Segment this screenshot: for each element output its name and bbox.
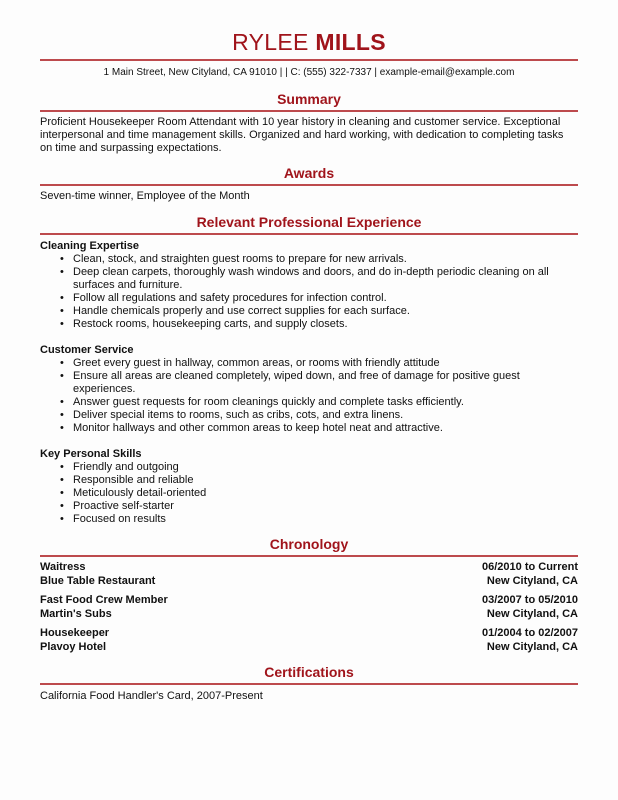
chronology-heading: Chronology	[269, 536, 349, 552]
list-item: • Proactive self-starter	[60, 500, 578, 513]
first-name: RYLEE	[232, 29, 309, 55]
list-item: • Restock rooms, housekeeping carts, and supply closets.	[60, 318, 578, 331]
divider	[40, 59, 578, 61]
job-role: Housekeeper	[40, 627, 110, 639]
certifications-heading: Certifications	[264, 664, 354, 680]
skill-group-title: Customer Service	[40, 344, 134, 356]
bullet-list	[60, 461, 578, 526]
skill-group	[40, 448, 578, 526]
divider	[40, 555, 578, 557]
job-location: New Cityland, CA	[486, 608, 578, 620]
list-item: • Clean, stock, and straighten guest rooms to prepare for new arrivals.	[60, 253, 578, 266]
divider	[40, 184, 578, 186]
job-location: New Cityland, CA	[486, 575, 578, 587]
bullet-list	[60, 253, 578, 331]
contact-info: 1 Main Street, New Cityland, CA 91010 | | C: (555) 322-7337 | example-email@example.com	[103, 67, 515, 78]
candidate-name	[40, 29, 578, 55]
list-item: • Answer guest requests for room cleanings quickly and complete tasks efficiently.	[60, 396, 578, 409]
job-entry	[40, 627, 578, 654]
list-item: • Deliver special items to rooms, such as cribs, cots, and extra linens.	[60, 409, 578, 422]
skill-group-title: Key Personal Skills	[40, 448, 142, 460]
list-item: • Deep clean carpets, thoroughly wash windows and doors, and do in-depth periodic cleaning on all surfaces and furniture.	[60, 266, 578, 292]
summary-text: Proficient Housekeeper Room Attendant with 10 year history in cleaning and customer service. Exceptional interpersonal and time management skills. Organized and hard working, with dedication to completing tasks on time and surpassing expectations.	[40, 116, 564, 154]
job-list	[40, 561, 578, 654]
bullet-list	[60, 357, 578, 435]
job-entry	[40, 561, 578, 588]
job-employer: Plavoy Hotel	[40, 641, 107, 653]
list-item: • Responsible and reliable	[60, 474, 578, 487]
list-item: • Focused on results	[60, 513, 578, 526]
divider	[40, 233, 578, 235]
list-item: • Friendly and outgoing	[60, 461, 578, 474]
list-item: • Greet every guest in hallway, common areas, or rooms with friendly attitude	[60, 357, 578, 370]
job-location: New Cityland, CA	[486, 641, 578, 653]
certifications-text: California Food Handler's Card, 2007-Present	[40, 690, 263, 702]
experience-groups	[40, 240, 578, 526]
list-item: • Ensure all areas are cleaned completely, wiped down, and free of damage for positive guest experiences.	[60, 370, 578, 396]
job-dates: 03/2007 to 05/2010	[481, 594, 578, 606]
summary-heading: Summary	[277, 91, 341, 107]
list-item: • Meticulously detail-oriented	[60, 487, 578, 500]
job-role: Fast Food Crew Member	[40, 594, 168, 606]
last-name: MILLS	[315, 29, 386, 55]
list-item: • Handle chemicals properly and use correct supplies for each surface.	[60, 305, 578, 318]
job-employer: Martin's Subs	[40, 608, 112, 620]
skill-group	[40, 344, 578, 435]
list-item: • Follow all regulations and safety procedures for infection control.	[60, 292, 578, 305]
resume	[40, 0, 578, 703]
list-item: • Monitor hallways and other common areas to keep hotel neat and attractive.	[60, 422, 578, 435]
job-dates: 06/2010 to Current	[482, 561, 578, 573]
job-role: Waitress	[40, 561, 86, 573]
divider	[40, 110, 578, 112]
awards-text: Seven-time winner, Employee of the Month	[40, 190, 250, 202]
awards-heading: Awards	[283, 165, 335, 181]
divider	[40, 683, 578, 685]
skill-group	[40, 240, 578, 331]
job-employer: Blue Table Restaurant	[40, 575, 156, 587]
job-dates: 01/2004 to 02/2007	[481, 627, 578, 639]
skill-group-title: Cleaning Expertise	[40, 240, 140, 252]
experience-heading: Relevant Professional Experience	[196, 214, 422, 230]
job-entry	[40, 594, 578, 621]
